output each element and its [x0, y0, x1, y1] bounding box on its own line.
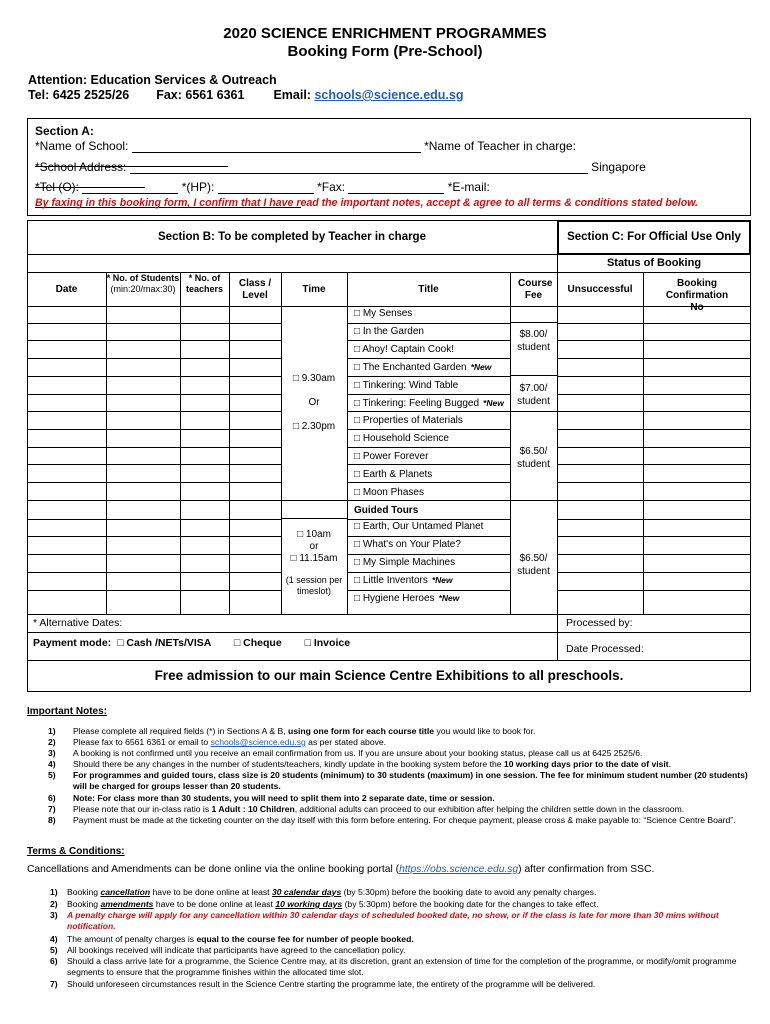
col-unsuccessful: Unsuccessful — [567, 284, 633, 295]
new-tag: *New — [483, 397, 504, 408]
time-1115[interactable]: □ 11.15am — [290, 553, 338, 564]
time-10am[interactable]: □ 10am — [297, 529, 331, 540]
time-or: Or — [308, 397, 320, 408]
fee-7: $7.00/ student — [517, 383, 550, 407]
address-field[interactable] — [130, 161, 588, 174]
fax-field[interactable] — [348, 181, 444, 194]
fee-8: $8.00/ student — [517, 329, 550, 353]
course-title[interactable]: □ Properties of Materials — [354, 415, 463, 427]
guided-tours-heading: Guided Tours — [354, 505, 419, 516]
course-title[interactable]: □ Power Forever — [354, 451, 429, 463]
portal-link[interactable]: https://obs.science.edu.sg — [399, 864, 519, 875]
course-title[interactable]: □ My Senses — [354, 308, 413, 319]
col-fee: Course Fee — [518, 278, 553, 301]
tel-text: Tel: 6425 2525/26 — [28, 88, 130, 102]
payment-row — [33, 637, 350, 649]
time-options-1 — [281, 367, 347, 439]
hp-field[interactable] — [218, 181, 314, 194]
teacher-name-label: *Name of Teacher in charge: — [424, 139, 576, 153]
free-admission: Free admission to our main Science Centre Exhibitions to all preschools. — [154, 668, 624, 683]
terms-intro: Cancellations and Amendments can be done online via the online booking portal (https://obs.science.edu.sg) after confirmation from SSC. — [27, 864, 655, 875]
fax-text: Fax: 6561 6361 — [156, 88, 245, 102]
new-tag: *New — [470, 361, 492, 372]
time-options-2 — [281, 529, 347, 597]
hp-label: *(HP): — [181, 180, 215, 194]
payment-label: Payment mode: — [33, 637, 112, 649]
col-students-note: (min:20/max:30) — [110, 284, 176, 294]
course-title[interactable]: □ Ahoy! Captain Cook! — [354, 343, 454, 355]
alternative-dates: * Alternative Dates: — [33, 617, 123, 629]
fax-label: *Fax: — [317, 180, 346, 194]
form-title: 2020 SCIENCE ENRICHMENT PROGRAMMES — [223, 25, 547, 42]
pay-cash[interactable]: □ Cash /NETs/VISA — [117, 637, 211, 649]
email-link-notes[interactable]: schools@science.edu.sg — [210, 737, 306, 747]
course-title[interactable]: □ Tinkering: Feeling Bugged *New — [354, 397, 504, 409]
pay-cheque[interactable]: □ Cheque — [233, 637, 282, 649]
col-students — [106, 273, 180, 295]
col-time: Time — [302, 284, 326, 295]
terms-heading: Terms & Conditions: — [27, 846, 125, 857]
col-booking-confirmation: Booking Confirmation No — [665, 278, 729, 313]
fee-650-b: $6.50/ student — [517, 553, 550, 577]
col-date: Date — [55, 284, 78, 295]
section-c-box — [557, 220, 751, 255]
pay-invoice[interactable]: □ Invoice — [304, 637, 351, 649]
email-label-a: *E-mail: — [447, 180, 490, 194]
new-tag: *New — [438, 592, 460, 603]
date-processed: Date Processed: — [566, 643, 644, 655]
tel-label: *Tel (O): — [35, 180, 80, 194]
col-title: Title — [418, 284, 439, 295]
section-a-box — [27, 118, 751, 216]
col-students-label: * No. of Students — [106, 273, 180, 283]
singapore-label: Singapore — [591, 160, 646, 174]
course-title[interactable]: □ Tinkering: Wind Table — [354, 379, 459, 391]
tour-title[interactable]: □ Hygiene Heroes *New — [354, 592, 460, 604]
tour-title[interactable]: □ Earth, Our Untamed Planet — [354, 521, 484, 532]
course-title[interactable]: □ Household Science — [354, 433, 449, 445]
attention-line: Attention: Education Services & Outreach — [28, 73, 277, 87]
form-subtitle: Booking Form (Pre-School) — [287, 43, 483, 60]
school-name-field[interactable] — [132, 140, 421, 153]
confirmation-statement: By faxing in this booking form, I confirm that I have read the important notes, accept & agree to all terms & conditions stated below. — [35, 197, 698, 209]
course-title[interactable]: □ Earth & Planets — [354, 469, 433, 481]
contact-line — [28, 88, 464, 102]
time-230[interactable]: □ 2.30pm — [292, 421, 336, 432]
col-class: Class / Level — [238, 278, 272, 301]
notes-heading: Important Notes: — [27, 706, 107, 717]
fee-650-a: $6.50/ student — [517, 446, 550, 470]
school-name-label: *Name of School: — [35, 139, 129, 153]
section-a-heading: Section A: — [35, 124, 94, 138]
status-heading: Status of Booking — [606, 257, 702, 269]
email-label: Email: — [273, 88, 311, 102]
processed-by: Processed by: — [566, 617, 633, 629]
new-tag: *New — [431, 574, 453, 585]
section-b-heading: Section B: To be completed by Teacher in charge — [158, 231, 426, 243]
course-title[interactable]: □ Moon Phases — [354, 487, 424, 498]
time-or-2: or — [309, 541, 319, 552]
session-note: (1 session per timeslot) — [285, 575, 343, 596]
tour-title[interactable]: □ Little Inventors *New — [354, 574, 453, 586]
address-label: *School Address: — [35, 160, 127, 174]
course-title[interactable]: □ The Enchanted Garden *New — [354, 361, 492, 373]
email-link[interactable]: schools@science.edu.sg — [314, 88, 464, 102]
time-930[interactable]: □ 9.30am — [292, 373, 336, 384]
tour-title[interactable]: □ My Simple Machines — [354, 556, 456, 568]
course-title[interactable]: □ In the Garden — [354, 325, 424, 337]
col-teachers: * No. of teachers — [185, 273, 224, 294]
section-c-heading: Section C: For Official Use Only — [567, 231, 741, 243]
tel-field[interactable] — [82, 181, 178, 194]
tour-title[interactable]: □ What's on Your Plate? — [354, 538, 461, 550]
